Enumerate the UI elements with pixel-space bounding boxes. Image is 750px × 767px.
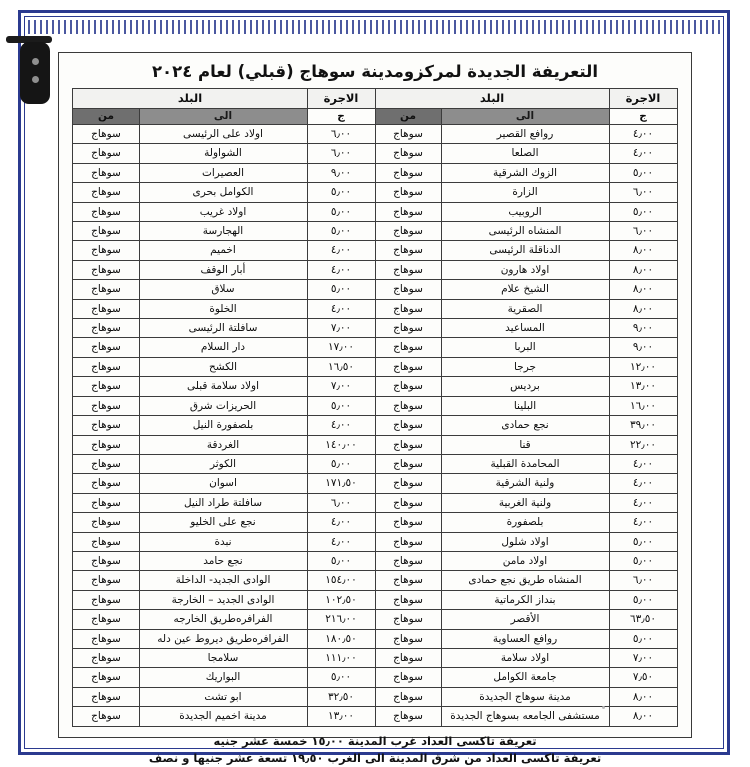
table-header-sub-row: [73, 109, 677, 125]
cell-to-right: الأقصر: [441, 610, 609, 629]
table-row: [73, 377, 677, 396]
cell-from-right: سوهاج: [375, 183, 441, 202]
cell-fare-right: ٤٫٠٠: [609, 454, 677, 473]
table-row: [73, 202, 677, 221]
cell-to-left: سافلتة الرئيسى: [139, 319, 307, 338]
cell-to-right: اولاد هارون: [441, 260, 609, 279]
note-line: تعريفة تاكسى العداد من شرق المدينة الى الغرب ١٩٫٥٠ تسعة عشر جنيها و نصف: [148, 750, 602, 765]
cell-to-left: ابو تشت: [139, 687, 307, 706]
cell-fare-right: ٨٫٠٠: [609, 687, 677, 706]
cell-from-left: سوهاج: [73, 454, 139, 473]
cell-fare-right: ٧٫٠٠: [609, 648, 677, 667]
cell-from-left: سوهاج: [73, 513, 139, 532]
table-header: [73, 89, 677, 125]
cell-fare-left: ١٧٫٠٠: [307, 338, 375, 357]
cell-to-left: العصيرات: [139, 163, 307, 182]
table-row: [73, 707, 677, 726]
cell-fare-left: ٥٫٠٠: [307, 222, 375, 241]
cell-from-right: سوهاج: [375, 319, 441, 338]
cell-from-left: سوهاج: [73, 629, 139, 648]
cell-from-right: سوهاج: [375, 687, 441, 706]
cell-to-right: المساعيد: [441, 319, 609, 338]
cell-to-right: ولنية الغربية: [441, 493, 609, 512]
table-row: [73, 532, 677, 551]
cell-from-right: سوهاج: [375, 513, 441, 532]
cell-fare-right: ٥٫٠٠: [609, 590, 677, 609]
cell-to-right: روافع العساوية: [441, 629, 609, 648]
cell-fare-left: ٤٫٠٠: [307, 513, 375, 532]
cell-to-right: الروبيب: [441, 202, 609, 221]
cell-from-left: سوهاج: [73, 222, 139, 241]
cell-fare-left: ١٨٠٫٥٠: [307, 629, 375, 648]
cell-fare-right: ٤٫٠٠: [609, 493, 677, 512]
cell-from-left: سوهاج: [73, 648, 139, 667]
cell-fare-left: ٥٫٠٠: [307, 454, 375, 473]
header-to-right: الى: [441, 109, 609, 125]
cell-to-left: الكوامل بحرى: [139, 183, 307, 202]
cell-fare-right: ٨٫٠٠: [609, 241, 677, 260]
cell-fare-right: ٤٫٠٠: [609, 474, 677, 493]
cell-fare-left: ٢١٦٫٠٠: [307, 610, 375, 629]
cell-to-right: بلصفورة: [441, 513, 609, 532]
cell-to-left: سافلتة طراد النيل: [139, 493, 307, 512]
note-line: تعريفة تاكسى العداد غرب المدينة ١٥٫٠٠ خمسة عشر جنيه: [213, 733, 537, 748]
cell-to-right: الزوك الشرقية: [441, 163, 609, 182]
cell-from-right: سوهاج: [375, 571, 441, 590]
cell-from-left: سوهاج: [73, 338, 139, 357]
header-to-left: الى: [139, 109, 307, 125]
cell-to-right: بنداز الكرماتية: [441, 590, 609, 609]
cell-to-left: الفرافرەطريق الخارجه: [139, 610, 307, 629]
cell-to-left: اخميم: [139, 241, 307, 260]
fare-table: [72, 88, 677, 727]
cell-fare-right: ٦٣٫٥٠: [609, 610, 677, 629]
cell-to-left: دار السلام: [139, 338, 307, 357]
header-place-right: البلد: [375, 89, 609, 109]
cell-fare-right: ٦٫٠٠: [609, 571, 677, 590]
cell-from-left: سوهاج: [73, 260, 139, 279]
cell-from-right: سوهاج: [375, 163, 441, 182]
cell-from-left: سوهاج: [73, 144, 139, 163]
cell-from-left: سوهاج: [73, 590, 139, 609]
cell-from-right: سوهاج: [375, 144, 441, 163]
table-row: [73, 435, 677, 454]
cell-to-left: اسوان: [139, 474, 307, 493]
cell-to-left: مدينة اخميم الجديدة: [139, 707, 307, 726]
cell-fare-right: ٤٫٠٠: [609, 513, 677, 532]
cell-from-left: سوهاج: [73, 707, 139, 726]
cell-from-right: سوهاج: [375, 493, 441, 512]
cell-from-right: سوهاج: [375, 396, 441, 415]
cell-to-right: اولاد سلامة: [441, 648, 609, 667]
footer-notes: [73, 733, 677, 767]
cell-from-left: سوهاج: [73, 241, 139, 260]
cell-to-left: الفرافرەطريق ديروط عين دله: [139, 629, 307, 648]
cell-fare-right: ٥٫٠٠: [609, 532, 677, 551]
header-from-left: من: [73, 109, 139, 125]
cell-from-right: سوهاج: [375, 610, 441, 629]
header-from-right: من: [375, 109, 441, 125]
cell-from-right: سوهاج: [375, 357, 441, 376]
cell-fare-right: ٢٢٫٠٠: [609, 435, 677, 454]
cell-from-left: سوهاج: [73, 163, 139, 182]
cell-fare-left: ٣٢٫٥٠: [307, 687, 375, 706]
cell-to-left: الغردقة: [139, 435, 307, 454]
cell-to-right: الزارة: [441, 183, 609, 202]
header-fare-unit-left: ج: [307, 109, 375, 125]
cell-fare-right: ٥٫٠٠: [609, 163, 677, 182]
cell-to-left: نجع على الخليو: [139, 513, 307, 532]
cell-fare-left: ٥٫٠٠: [307, 202, 375, 221]
binder-clip-icon: [20, 42, 50, 104]
cell-to-right: الصقرية: [441, 299, 609, 318]
header-place-left: البلد: [73, 89, 307, 109]
table-row: [73, 571, 677, 590]
cell-to-left: الحريزات شرق: [139, 396, 307, 415]
cell-fare-left: ٩٫٠٠: [307, 163, 375, 182]
cell-fare-right: ٣٩٫٠٠: [609, 416, 677, 435]
cell-to-left: الخلوة: [139, 299, 307, 318]
decorative-top-strip: [28, 20, 720, 34]
cell-fare-left: ١١١٫٠٠: [307, 648, 375, 667]
cell-to-left: البواريك: [139, 668, 307, 687]
table-body: [73, 125, 677, 727]
cell-from-left: سوهاج: [73, 687, 139, 706]
cell-from-right: سوهاج: [375, 280, 441, 299]
cell-fare-left: ٦٫٠٠: [307, 125, 375, 144]
cell-from-left: سوهاج: [73, 551, 139, 570]
cell-from-left: سوهاج: [73, 416, 139, 435]
table-row: [73, 144, 677, 163]
table-row: [73, 241, 677, 260]
cell-fare-left: ٧٫٠٠: [307, 377, 375, 396]
cell-from-right: سوهاج: [375, 338, 441, 357]
cell-to-left: الوادى الجديد – الخارجة: [139, 590, 307, 609]
cell-fare-right: ١٢٫٠٠: [609, 357, 677, 376]
header-fare-left: الاجرة: [307, 89, 375, 109]
cell-from-right: سوهاج: [375, 707, 441, 726]
cell-from-right: سوهاج: [375, 474, 441, 493]
cell-fare-left: ١٧١٫٥٠: [307, 474, 375, 493]
table-row: [73, 299, 677, 318]
cell-from-left: سوهاج: [73, 183, 139, 202]
cell-fare-right: ٥٫٠٠: [609, 629, 677, 648]
cell-from-left: سوهاج: [73, 532, 139, 551]
cell-from-right: سوهاج: [375, 377, 441, 396]
cell-fare-left: ٤٫٠٠: [307, 532, 375, 551]
cell-to-left: الهجارسة: [139, 222, 307, 241]
cell-from-right: سوهاج: [375, 590, 441, 609]
cell-from-left: سوهاج: [73, 357, 139, 376]
cell-to-right: روافع القصير: [441, 125, 609, 144]
table-row: [73, 183, 677, 202]
table-row: [73, 513, 677, 532]
cell-from-right: سوهاج: [375, 454, 441, 473]
table-row: [73, 687, 677, 706]
cell-from-right: سوهاج: [375, 532, 441, 551]
cell-to-right: قنا: [441, 435, 609, 454]
cell-fare-left: ٤٫٠٠: [307, 260, 375, 279]
cell-from-right: سوهاج: [375, 629, 441, 648]
cell-fare-right: ٤٫٠٠: [609, 125, 677, 144]
cell-to-right: جامعة الكوامل: [441, 668, 609, 687]
table-row: [73, 590, 677, 609]
cell-to-left: نبدة: [139, 532, 307, 551]
cell-to-right: المحامدة القبلية: [441, 454, 609, 473]
cell-fare-left: ٥٫٠٠: [307, 668, 375, 687]
cell-to-left: الوادى الجديد- الداخلة: [139, 571, 307, 590]
cell-to-right: اولاد مامن: [441, 551, 609, 570]
cell-from-right: سوهاج: [375, 125, 441, 144]
cell-from-right: سوهاج: [375, 202, 441, 221]
cell-from-left: سوهاج: [73, 319, 139, 338]
cell-to-left: اولاد سلامة قبلى: [139, 377, 307, 396]
cell-fare-left: ٥٫٠٠: [307, 396, 375, 415]
cell-from-left: سوهاج: [73, 610, 139, 629]
cell-fare-right: ١٦٫٠٠: [609, 396, 677, 415]
cell-fare-right: ٩٫٠٠: [609, 319, 677, 338]
cell-from-left: سوهاج: [73, 668, 139, 687]
table-row: [73, 454, 677, 473]
scan-speckle: [602, 706, 605, 709]
table-row: [73, 474, 677, 493]
binder-clip-hole-icon: [32, 58, 39, 65]
cell-fare-left: ٦٫٠٠: [307, 144, 375, 163]
cell-to-right: المنشاه طريق نجع حمادى: [441, 571, 609, 590]
cell-fare-left: ١٦٫٥٠: [307, 357, 375, 376]
table-row: [73, 668, 677, 687]
cell-fare-right: ٧٫٥٠: [609, 668, 677, 687]
cell-fare-right: ٨٫٠٠: [609, 260, 677, 279]
cell-to-right: مدينة سوهاج الجديدة: [441, 687, 609, 706]
table-row: [73, 357, 677, 376]
cell-to-left: بلصفورة النيل: [139, 416, 307, 435]
cell-to-right: ولنية الشرقية: [441, 474, 609, 493]
cell-to-right: اولاد شلول: [441, 532, 609, 551]
cell-to-left: الكشح: [139, 357, 307, 376]
table-row: [73, 222, 677, 241]
cell-fare-left: ٧٫٠٠: [307, 319, 375, 338]
cell-fare-left: ٥٫٠٠: [307, 551, 375, 570]
cell-from-right: سوهاج: [375, 435, 441, 454]
cell-from-left: سوهاج: [73, 202, 139, 221]
cell-to-right: البربا: [441, 338, 609, 357]
cell-fare-left: ٦٫٠٠: [307, 493, 375, 512]
cell-from-left: سوهاج: [73, 125, 139, 144]
cell-from-left: سوهاج: [73, 571, 139, 590]
fare-sheet: [58, 52, 692, 765]
table-row: [73, 493, 677, 512]
cell-fare-left: ١٥٤٫٠٠: [307, 571, 375, 590]
cell-to-left: الكوثر: [139, 454, 307, 473]
cell-to-left: الشواولة: [139, 144, 307, 163]
cell-to-left: نجع حامد: [139, 551, 307, 570]
table-row: [73, 629, 677, 648]
table-row: [73, 610, 677, 629]
cell-from-right: سوهاج: [375, 648, 441, 667]
binder-clip-hole-icon: [32, 76, 39, 83]
cell-fare-left: ١٠٢٫٥٠: [307, 590, 375, 609]
cell-from-left: سوهاج: [73, 299, 139, 318]
cell-from-left: سوهاج: [73, 474, 139, 493]
cell-fare-right: ١٣٫٠٠: [609, 377, 677, 396]
cell-to-right: البلينا: [441, 396, 609, 415]
cell-fare-left: ٤٫٠٠: [307, 416, 375, 435]
cell-from-left: سوهاج: [73, 435, 139, 454]
table-row: [73, 260, 677, 279]
table-row: [73, 396, 677, 415]
table-header-group-row: [73, 89, 677, 109]
table-row: [73, 163, 677, 182]
cell-fare-right: ٦٫٠٠: [609, 222, 677, 241]
page-title: التعريفة الجديدة لمركزومدينة سوهاج (قبلي) لعام ٢٠٢٤: [151, 62, 598, 81]
cell-from-right: سوهاج: [375, 668, 441, 687]
cell-to-left: اولاد على الرئيسى: [139, 125, 307, 144]
cell-from-right: سوهاج: [375, 241, 441, 260]
cell-from-right: سوهاج: [375, 299, 441, 318]
cell-to-right: المنشاه الرئيسى: [441, 222, 609, 241]
cell-fare-left: ١٤٠٫٠٠: [307, 435, 375, 454]
cell-from-right: سوهاج: [375, 222, 441, 241]
cell-fare-left: ٥٫٠٠: [307, 183, 375, 202]
cell-fare-right: ٩٫٠٠: [609, 338, 677, 357]
cell-to-right: برديس: [441, 377, 609, 396]
cell-from-left: سوهاج: [73, 280, 139, 299]
cell-fare-left: ٤٫٠٠: [307, 299, 375, 318]
cell-fare-right: ٨٫٠٠: [609, 707, 677, 726]
cell-fare-right: ٥٫٠٠: [609, 202, 677, 221]
cell-from-left: سوهاج: [73, 396, 139, 415]
cell-to-left: سلامجا: [139, 648, 307, 667]
cell-from-right: سوهاج: [375, 416, 441, 435]
cell-to-right: الشيخ علام: [441, 280, 609, 299]
cell-fare-right: ٤٫٠٠: [609, 144, 677, 163]
cell-fare-right: ٨٫٠٠: [609, 280, 677, 299]
cell-to-right: جرجا: [441, 357, 609, 376]
cell-fare-right: ٨٫٠٠: [609, 299, 677, 318]
cell-from-left: سوهاج: [73, 377, 139, 396]
cell-fare-left: ٤٫٠٠: [307, 241, 375, 260]
table-row: [73, 648, 677, 667]
table-row: [73, 125, 677, 144]
table-row: [73, 416, 677, 435]
cell-fare-right: ٦٫٠٠: [609, 183, 677, 202]
cell-to-right: مستشفى الجامعه بسوهاج الجديدة: [441, 707, 609, 726]
cell-fare-left: ١٣٫٠٠: [307, 707, 375, 726]
table-row: [73, 551, 677, 570]
header-fare-right: الاجرة: [609, 89, 677, 109]
cell-to-right: الدناقلة الرئيسى: [441, 241, 609, 260]
table-row: [73, 319, 677, 338]
cell-from-left: سوهاج: [73, 493, 139, 512]
cell-fare-left: ٥٫٠٠: [307, 280, 375, 299]
cell-from-right: سوهاج: [375, 260, 441, 279]
header-fare-unit-right: ج: [609, 109, 677, 125]
table-row: [73, 280, 677, 299]
cell-to-right: الصلعا: [441, 144, 609, 163]
cell-fare-right: ٥٫٠٠: [609, 551, 677, 570]
cell-to-left: أبار الوقف: [139, 260, 307, 279]
cell-to-right: نجع حمادى: [441, 416, 609, 435]
table-row: [73, 338, 677, 357]
cell-from-right: سوهاج: [375, 551, 441, 570]
cell-to-left: اولاد غريب: [139, 202, 307, 221]
cell-to-left: سلاق: [139, 280, 307, 299]
